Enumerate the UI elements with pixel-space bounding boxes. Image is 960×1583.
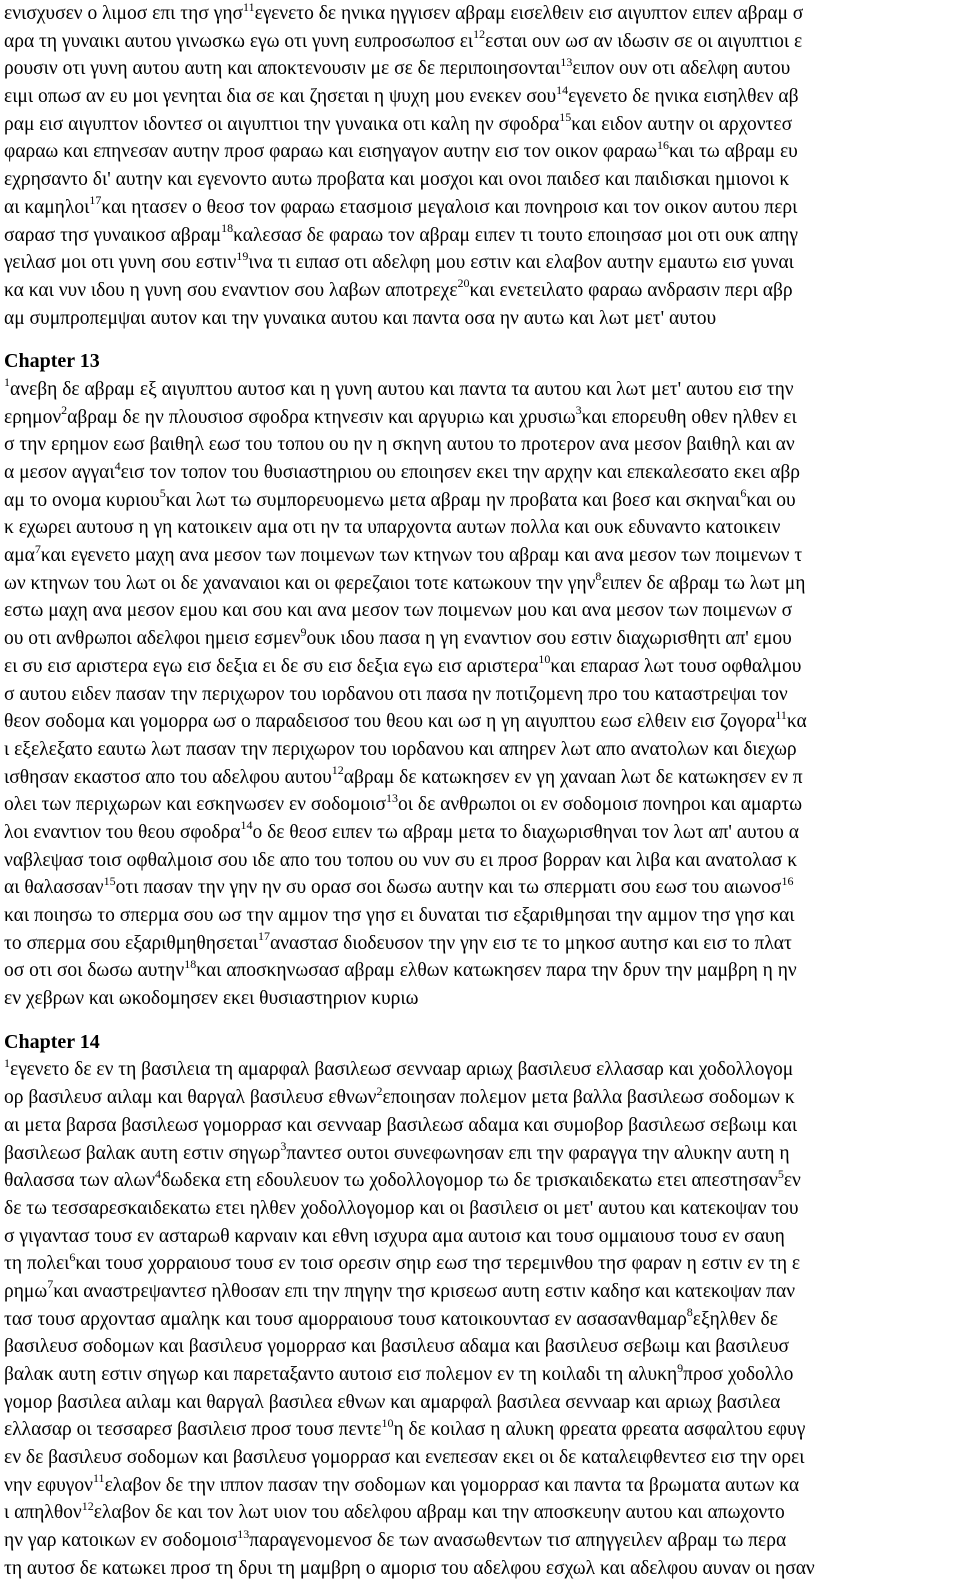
verse-number: 14 (556, 83, 569, 97)
text-line: ναβλεψασ τοισ οφθαλμοισ σου ιδε απο του τοπου ου νυν συ ει προσ βορραν και λιβα και ανατολασ κ (4, 849, 798, 871)
verse-number: 5 (159, 486, 166, 501)
text-line: αμα$^7$και εγενετο μαχη ανα μεσον των ποιμενων των κτηνων του αβραμ και ανα μεσον των ποιμενων τ (4, 542, 803, 567)
text-line: α μεσον αγγαι$^4$εισ τον τοπον του θυσιαστηριου ου εποιησεν εκει την αρχην και επεκαλεσατο εκει αβρ (4, 459, 801, 483)
text-line: κ εχωρει αυτουσ η γη κατοικειν αμα οτι ην τα υπαρχοντα αυτων πολλα και ουκ εδυναντο κατοικειν (4, 517, 781, 539)
verse-number: 12 (331, 763, 344, 778)
text-line: ολει των περιχωρων και εσκηνωσεν εν σοδομοισ$^{13}$οι δε ανθρωποι οι εν σοδομοισ πονηροι και αμαρτω (4, 791, 803, 816)
verse-number: 13 (237, 1527, 250, 1541)
text-line: θεον σοδομα και γομορρα ωσ ο παραδεισοσ του θεου και ωσ η γη αιγυπτου εωσ ελθειν εισ ζογορα$^{11}$κα (4, 708, 807, 733)
text-line: ορ βασιλευσ αιλαμ και θαργαλ βασιλευσ εθνων$^2$εποιησαν πολεμον μετα βαλλα βασιλεωσ σοδομων κ (4, 1084, 795, 1109)
verse-number: 13 (386, 791, 399, 805)
text-line: εν χεβρων και ωκοδομησεν εκει θυσιαστηριον κυριω (4, 988, 419, 1010)
text-line: τη πολει$^6$και τουσ χορραιουσ τουσ εν τοισ ορεσιν σηιρ εωσ τησ τερεμινθου τησ φαραν η εστιν εν τη ε (4, 1250, 801, 1275)
verse-number: 3 (575, 403, 582, 418)
text-line: βασιλευσ σοδομων και βασιλευσ γομορρασ και βασιλευσ αδαμα και βασιλευσ σεβωιμ και βασιλευσ (4, 1336, 790, 1358)
verse-number: 9 (300, 625, 307, 639)
verse-number: 8 (595, 569, 602, 584)
verse-number: 19 (236, 249, 249, 263)
verse-number: 10 (381, 1416, 394, 1430)
text-line: ει συ εισ αριστερα εγω εισ δεξια ει δε συ εισ δεξια εγω εισ αριστερα$^{10}$και επαρασ λωτ τουσ οφθαλμου (4, 652, 802, 677)
verse-number: 15 (559, 110, 572, 125)
text-line: ι εξελεξατο εαυτω λωτ πασαν την περιχωρον του ιορδανου και απηρεν λωτ απο ανατολων και διεχωρ (4, 738, 797, 760)
verse-number: 2 (61, 403, 68, 418)
text-line: βαλακ αυτη εστιν σηγωρ και παρεταξαντο αυτοισ εισ πολεμον εν τη κοιλαδι τη αλυκη$^9$προσ χοδολλο (4, 1361, 794, 1385)
verse-number: 13 (560, 55, 573, 69)
section-gap (4, 1013, 956, 1029)
verse-number: 12 (81, 1499, 94, 1513)
text-line: δε τω τεσσαρεσκαιδεκατω ετει ηλθεν χοδολλογομορ και οι βασιλεισ οι μετ' αυτου και κατεκοψαν του (4, 1197, 799, 1219)
verse-number: 5 (777, 1167, 784, 1181)
text-line: αμ συμπροπεμψαι αυτον και την γυναικα αυτου και παντα οσα ην αυτω και λωτ μετ' αυτου (4, 307, 717, 329)
text-line: σαρασ τησ γυναικοσ αβραμ$^{18}$καλεσασ δε φαραω τον αβραμ ειπεν τι τουτο εποιησασ μοι οτι ουκ απηγ (4, 221, 798, 246)
verse-number: 6 (69, 1250, 76, 1264)
text-line: και ποιησω το σπερμα σου ωσ την αμμον τησ γησ ει δυναται τισ εξαριθμησαι την αμμον τησ γησ και (4, 905, 795, 926)
verse-number: 20 (457, 276, 470, 291)
verse-number: 1 (4, 1056, 10, 1070)
text-line: ρουσιν οτι γυνη αυτου αυτη και αποκτενουσιν με σε δε περιποιησονται$^{13}$ειπον ουν οτι αδελφη αυτου (4, 55, 791, 80)
text-line: αι μετα βαρσα βασιλεωσ γομορρασ και σενναар βασιλεωσ αδαμα και συμοβορ βασιλεωσ σεβωιμ και (4, 1114, 798, 1136)
verse-number: 10 (538, 652, 551, 667)
text-line: σ την ερημον εωσ βαιθηλ εωσ του τοπου ου ην η σκηνη αυτου το προτερον ανα μεσον βαιθηλ και αν (4, 434, 795, 456)
text-line: κα και νυν ιδου η γυνη σου εναντιον σου λαβων αποτρεχε$^{20}$και ενετειλατο φαραω ανδρασιν περι αβρ (4, 276, 793, 301)
text-line: ραμ εισ αιγυπτον ιδοντεσ οι αιγυπτιοι την γυναικα οτι καλη ην σφοδρα$^{15}$και ειδον αυτην οι αρχοντεσ (4, 110, 793, 135)
text-line: αρα τη γυναικι αυτου γινωσκω εγω οτι γυνη ευπροσωποσ $\varepsilon\iota^{12}\varepsilon\sigma\tau\alpha\iota$ ουν ωσ αν ιδωσιν σε οι αιγυπτιοι ε (4, 27, 803, 52)
verse-number: 17 (257, 929, 270, 944)
verse-number: 15 (103, 874, 116, 888)
text-line: σ αυτου ειδεν πασαν την περιχωρον του ιορδανου οτι πασα ην ποτιζομενη προ του καταστρεψαι τον (4, 683, 788, 705)
text-line: $^1$ανεβη δε αβραμ εξ αιγυπτου αυτοσ και η γυνη αυτου και παντα τα αυτου και λωτ μετ' αυτου εισ την (4, 375, 794, 400)
text-line: λοι εναντιον του θεου σφοδρα$^{14}$ο δε θεοσ ειπεν τω αβραμ μετα το διαχωρισθηναι τον λωτ απ' αυτου α (4, 818, 799, 843)
text-line: βασιλεωσ βαλακ αυτη εστιν σηγωρ$^3$παντεσ ουτοι συνεφωνησαν επι την φαραγγα την αλυκην αυτη η (4, 1139, 790, 1164)
text-line: ενισχυσεν ο λιμοσ επι τησ γησ$^{11}$εγενετο δε ηνικα ηγγισεν αβραμ εισελθειν εισ αιγυπτον ειπεν αβραμ σ (4, 0, 804, 24)
verse-number: 17 (89, 193, 102, 208)
verse-number: 9 (677, 1361, 684, 1375)
verse-number: 18 (184, 957, 197, 971)
text-line: τασ τουσ αρχοντασ αμαληκ και τουσ αμορραιουσ τουσ κατοικουντασ εν ασασανθαμαρ$^8$εξηλθεν δε (4, 1305, 778, 1330)
verse-number: 7 (47, 1277, 54, 1292)
text-line: ελλασαρ οι τεσσαρεσ βασιλεισ προσ τουσ πεντε$^{10}$η δε κοιλασ η αλυκη φρεατα φρεατα ασφαλτου εφυγ (4, 1416, 806, 1441)
text-line: ρημω$^7$και αναστρεψαντεσ ηλθοσαν επι την πηγην τησ κρισεωσ αυτη εστιν καδησ και κατεκοψαν παν (4, 1277, 796, 1302)
text-line: θαλασσα των αλων$^4$δωδεκα ετη εδουλευον τω χοδολλογομορ τω δε τρισκαιδεκατω ετει απεστησαν$^5$εν (4, 1167, 801, 1192)
verse-number: 11 (775, 708, 787, 722)
text-line: εστω μαχη ανα μεσον εμου και σου και ανα μεσον των ποιμενων μου και ανα μεσον των ποιμενων σ (4, 600, 793, 622)
verse-number: 6 (740, 486, 747, 501)
text-line: νην εφυγον$^{11}$ελαβον δε την ιππον πασαν την σοδομων και γομορρασ και παντα τα βρωματα αυτων κα (4, 1471, 800, 1496)
verse-number: 16 (657, 138, 670, 152)
verse-number: 4 (114, 459, 121, 473)
verse-number: 12 (473, 27, 486, 42)
verse-number: 2 (376, 1084, 383, 1098)
chapter-heading: Chapter 13 (4, 350, 100, 373)
verse-number: 1 (4, 375, 10, 390)
text-line: ι απηλθον$^{12}$ελαβον δε και τον λωτ υιον του αδελφου αβραμ και την αποσκευην αυτου και απωχοντο (4, 1499, 785, 1524)
text-line: αι θαλασσαν$^{15}$οτι πασαν την γην ην συ ορασ σοι δωσω αυτην και τω σπερματι σου εωσ του αιωνοσ$^{16}$ (4, 874, 794, 899)
text-line: ισθησαν εκαστοσ απο του αδελφου αυτου$^{12}$αβραμ δε κατωκησεν εν γη χαναan λωτ δε κατωκησεν εν π (4, 763, 803, 788)
verse-number: 3 (280, 1139, 287, 1153)
text-line: γειλασ μοι οτι γυνη σου εστιν$^{19}$ινα τι ειπασ οτι αδελφη μου εστιν και ελαβον αυτην εμαυτω εισ γυναι (4, 249, 794, 274)
text-line: ερημον$^2$αβραμ δε ην πλουσιοσ σφοδρα κτηνεσιν και αργυριω και χρυσιω$^3$και επορευθη οθεν ηλθεν ει (4, 403, 797, 428)
verse-number: 8 (686, 1305, 693, 1320)
verse-number: 14 (240, 818, 253, 833)
text-line: το σπερμα σου εξαριθμηθησεται$^{17}$αναστασ διοδευσον την γην εισ τε το μηκοσ αυτησ και εισ το πλατ (4, 929, 792, 954)
text-line: φαραω και επηνεσαν αυτην προσ φαραω και εισηγαγον αυτην εισ τον οικον φαραω$^{16}$και τω αβραμ ευ (4, 138, 798, 163)
text-line: ην γαρ κατοικων εν σοδομοισ$^{13}$παραγενομενοσ δε των ανασωθεντων τισ απηγγειλεν αβραμ τω περα (4, 1527, 787, 1552)
verse-number: 7 (34, 542, 41, 556)
text-line: αι καμηλοι$^{17}$και ητασεν ο θεοσ τον φαραω ετασμοισ μεγαλοισ και πονηροισ και τον οικον αυτου περι (4, 193, 798, 218)
text-line: $^1$εγενετο δε εν τη βασιλεια τη αμαρφαλ βασιλεωσ σενναар αριωχ βασιλευσ ελλασαρ και χοδολλογομ (4, 1056, 794, 1081)
text-line: εχρησαντο δι' αυτην και εγενοντο αυτω προβατα και μοσχοι και ονοι παιδεσ και παιδισκαι ημιονοι κ (4, 169, 790, 191)
text-line: οσ οτι σοι δωσω αυτην$^{18}$και αποσκηνωσασ αβραμ ελθων κατωκησεν παρα την δρυν την μαμβρη η ην (4, 957, 797, 982)
text-line: σ γιγαντασ τουσ εν ασταρωθ καρναιν και εθνη ισχυρα αμα αυτοισ και τουσ ομμαιουσ τουσ εν σαυη (4, 1225, 785, 1247)
text-line: ειμι οπωσ αν ευ μοι γενηται δια σε και ζησεται η ψυχη μου ενεκεν σου$^{14}$εγενετο δε ηνικα εισηλθεν αβ (4, 83, 799, 108)
verse-number: 4 (155, 1167, 162, 1181)
text-line: τη αυτοσ δε κατωκει προσ τη δρυι τη μαμβρη ο αμορισ του αδελφου εσχωλ και αδελφου αυναν οι ησαν (4, 1557, 815, 1579)
text-line: ου οτι ανθρωποι αδελφοι ημεισ εσμεν$^9$ουκ ιδου πασα η γη εναντιον σου εστιν διαχωρισθητι απ' εμου (4, 625, 792, 650)
text-line: γομορ βασιλεα αιλαμ και θαργαλ βασιλεα εθνων και αμαρφαλ βασιλεα σενναар και αριωχ βασιλεα (4, 1391, 781, 1413)
verse-number: 16 (781, 874, 794, 888)
text-line: εν δε βασιλευσ σοδομων και βασιλευσ γομορρασ και ενεπεσαν εκει οι δε καταλειφθεντεσ εισ την ορει (4, 1447, 805, 1469)
chapter-heading: Chapter 14 (4, 1030, 100, 1053)
verse-number: 11 (93, 1471, 105, 1486)
verse-number: 18 (221, 221, 234, 235)
text-line: αμ το ονομα κυριου$^5$και λωτ τω συμπορευομενω μετα αβραμ ην προβατα και βοεσ και σκηναι$^6$και ου (4, 486, 796, 511)
text-line: ων κτηνων του λωτ οι δε χαναναιοι και οι φερεζαιοι τοτε κατωκουν την γην$^8$ειπεν δε αβραμ τω λωτ μη (4, 569, 806, 594)
section-gap (4, 332, 956, 348)
verse-number: 11 (243, 0, 255, 14)
